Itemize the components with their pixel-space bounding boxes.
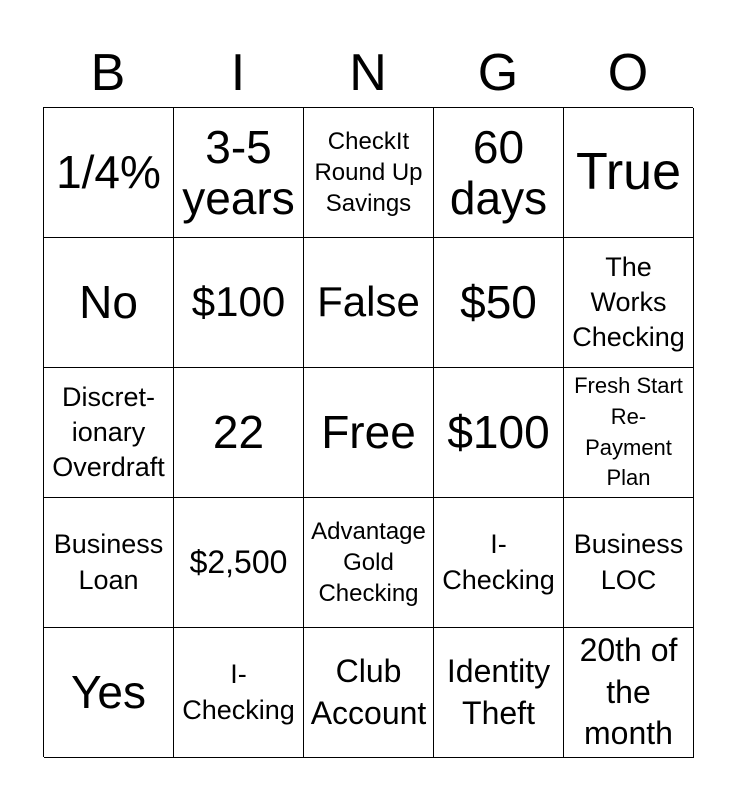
bingo-cell[interactable]: $100: [434, 368, 564, 498]
header-letter-n: N: [349, 44, 387, 102]
bingo-cell[interactable]: Club Account: [304, 628, 434, 758]
bingo-cell[interactable]: 22: [174, 368, 304, 498]
bingo-cell[interactable]: Advantage Gold Checking: [304, 498, 434, 628]
bingo-cell[interactable]: No: [44, 238, 174, 368]
header-letter-b: B: [90, 44, 126, 102]
header-letter-o: O: [607, 44, 649, 102]
bingo-cell[interactable]: 20th of the month: [564, 628, 694, 758]
bingo-cell[interactable]: Discret- ionary Overdraft: [44, 368, 174, 498]
bingo-cell[interactable]: Business Loan: [44, 498, 174, 628]
bingo-cell[interactable]: 1/4%: [44, 108, 174, 238]
bingo-header: [43, 40, 693, 106]
bingo-cell[interactable]: I- Checking: [434, 498, 564, 628]
bingo-cell[interactable]: True: [564, 108, 694, 238]
header-letter-i: I: [230, 44, 246, 102]
bingo-cell[interactable]: Identity Theft: [434, 628, 564, 758]
bingo-cell[interactable]: Business LOC: [564, 498, 694, 628]
bingo-cell[interactable]: 60 days: [434, 108, 564, 238]
bingo-cell[interactable]: Yes: [44, 628, 174, 758]
bingo-cell[interactable]: $2,500: [174, 498, 304, 628]
bingo-cell[interactable]: False: [304, 238, 434, 368]
bingo-cell[interactable]: 3-5 years: [174, 108, 304, 238]
bingo-cell[interactable]: $100: [174, 238, 304, 368]
bingo-cell[interactable]: I- Checking: [174, 628, 304, 758]
header-letter-g: G: [477, 44, 519, 102]
bingo-cell[interactable]: $50: [434, 238, 564, 368]
bingo-cell[interactable]: Fresh Start Re- Payment Plan: [564, 368, 694, 498]
bingo-cell[interactable]: CheckIt Round Up Savings: [304, 108, 434, 238]
bingo-cell[interactable]: Free: [304, 368, 434, 498]
bingo-cell[interactable]: The Works Checking: [564, 238, 694, 368]
bingo-board: [43, 107, 693, 757]
